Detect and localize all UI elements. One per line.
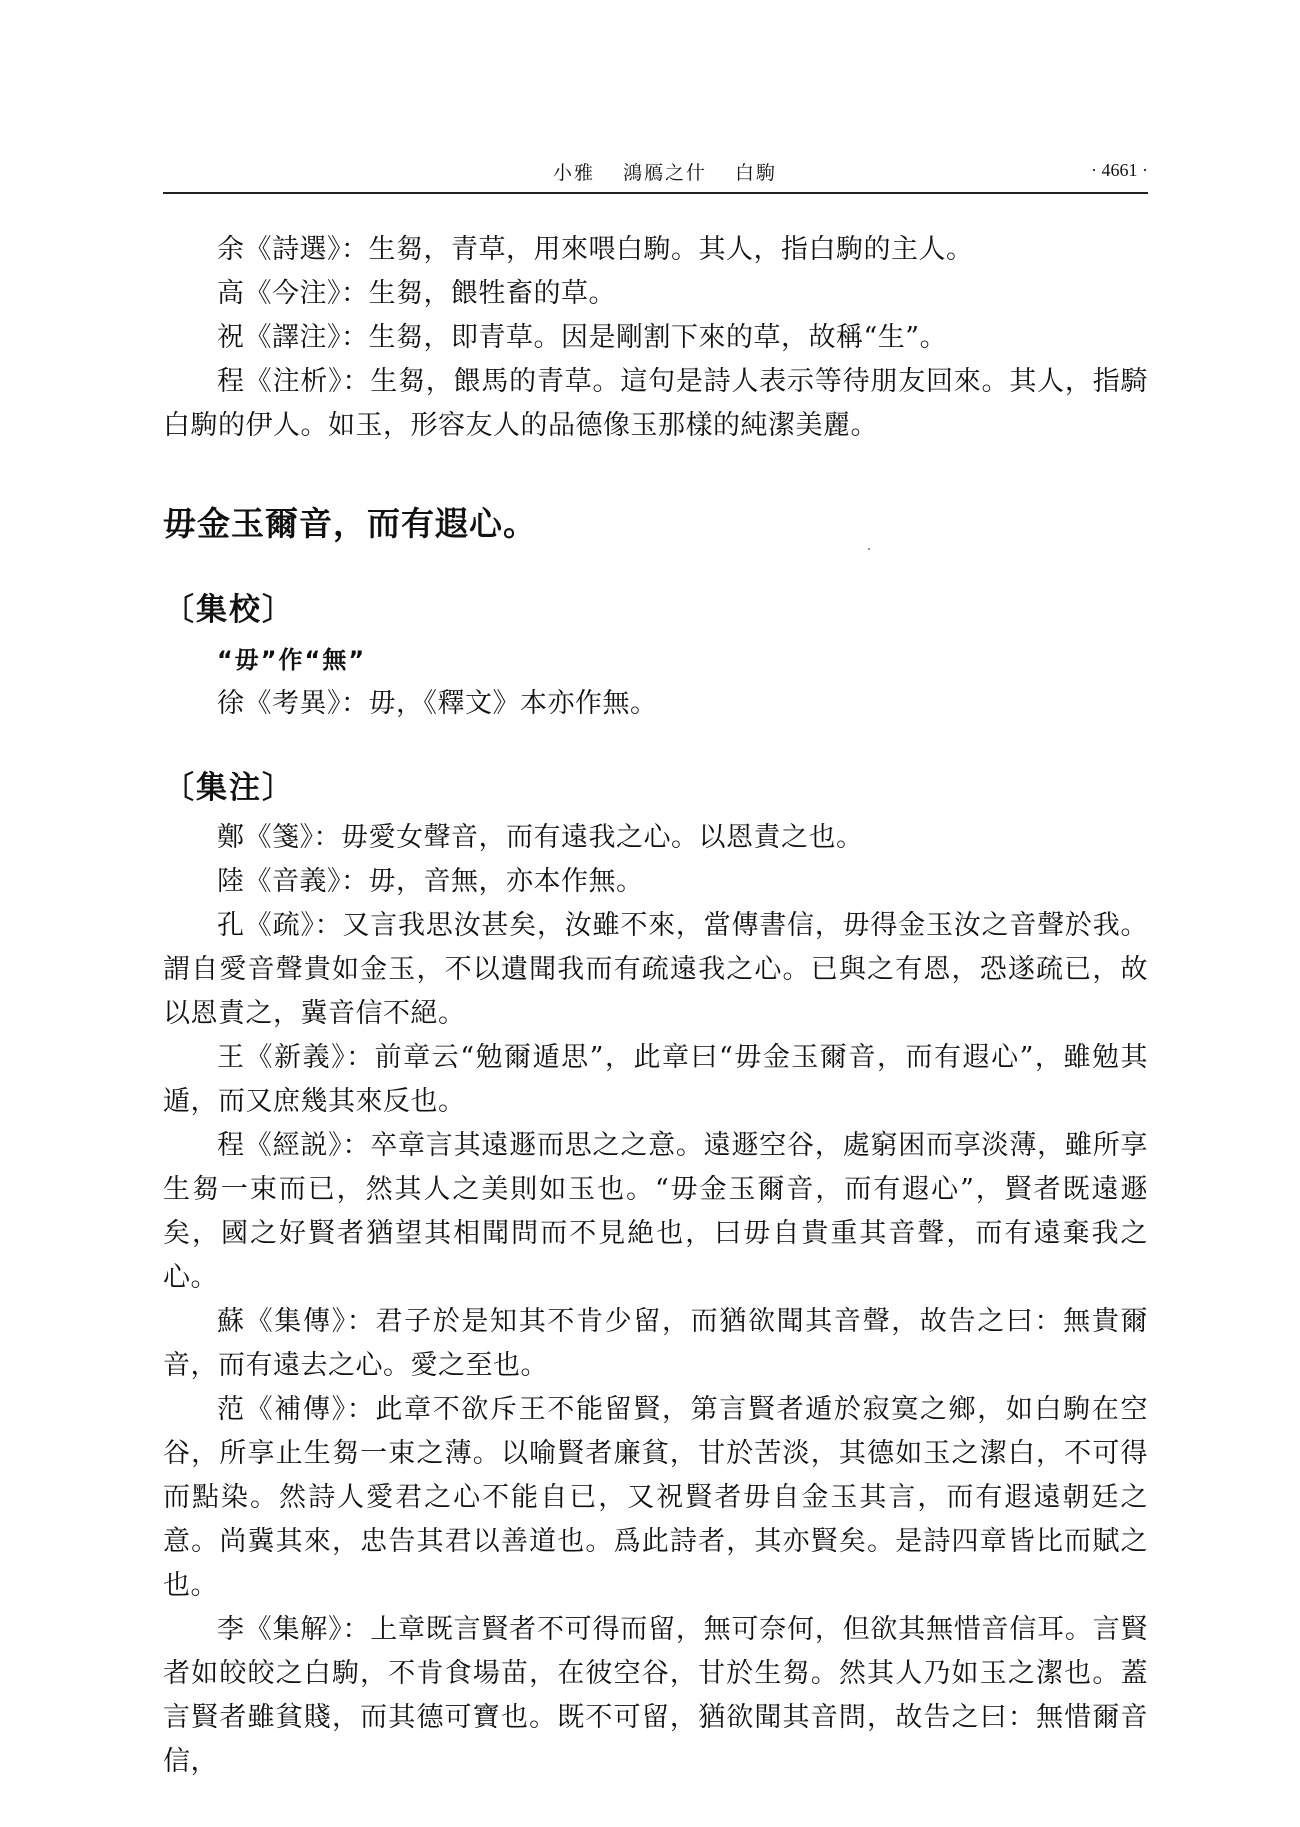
- commentary-paragraph: 程《注析》：生芻，餵馬的青草。這句是詩人表示等待朋友回來。其人，指騎白駒的伊人。如玉，形容友人的品德像玉那樣的純潔美麗。: [163, 366, 1148, 441]
- header-title-part: 白駒: [735, 162, 778, 184]
- page-number: · 4661 ·: [1091, 160, 1148, 180]
- section-title-jizhu: 〔集注〕: [163, 770, 295, 806]
- annotation-paragraph: 程《經説》：卒章言其遠遯而思之之意。遠遯空谷，處窮困而享淡薄，雖所享生芻一束而已，然其人之美則如玉也。“毋金玉爾音，而有遐心”，賢者既遠遯矣，國之好賢者猶望其相聞問而不見絶也，曰毋自貴重其音聲，而有遠棄我之心。: [163, 1130, 1148, 1293]
- annotation-paragraph: 孔《疏》：又言我思汝甚矣，汝雖不來，當傳書信，毋得金玉汝之音聲於我。謂自愛音聲貴如金玉，不以遺聞我而有疏遠我之心。已與之有恩，恐遂疏已，故以恩責之，冀音信不絕。: [163, 910, 1148, 1029]
- commentary-paragraph: 余《詩選》：生芻，青草，用來喂白駒。其人，指白駒的主人。: [217, 234, 974, 265]
- page-body: [163, 228, 1148, 1784]
- annotation-paragraph: 鄭《箋》：毋愛女聲音，而有遠我之心。以恩責之也。: [217, 822, 864, 853]
- section-title-jiaojiao: 〔集校〕: [163, 592, 295, 628]
- annotation-paragraph: 李《集解》：上章既言賢者不可得而留，無可奈何，但欲其無惜音信耳。言賢者如皎皎之白駒，不肯食場苗，在彼空谷，甘於生芻。然其人乃如玉之潔也。蓋言賢者雖貧賤，而其德可寶也。既不可留，猶欲聞其音問，故告之曰：無惜爾音信，: [163, 1614, 1148, 1777]
- header-divider: [163, 192, 1148, 194]
- header-title-part: 鴻鴈之什: [623, 162, 708, 184]
- commentary-paragraph: 祝《譯注》：生芻，即青草。因是剛割下來的草，故稱“生”。: [217, 322, 948, 353]
- running-header: [163, 158, 1148, 192]
- annotation-paragraph: 范《補傳》：此章不欲斥王不能留賢，第言賢者遁於寂寞之鄉，如白駒在空谷，所享止生芻一束之薄。以喻賢者廉貧，甘於苦淡，其德如玉之潔白，不可得而點染。然詩人愛君之心不能自已，又祝賢者毋自金玉其言，而有遐遠朝廷之意。尚冀其來，忠告其君以善道也。爲此詩者，其亦賢矣。是詩四章皆比而賦之也。: [163, 1394, 1148, 1601]
- annotation-paragraph: 陸《音義》：毋，音無，亦本作無。: [217, 866, 644, 897]
- collation-paragraph: 徐《考異》：毋，《釋文》本亦作無。: [217, 688, 658, 719]
- annotation-paragraph: 王《新義》：前章云“勉爾遁思”，此章曰“毋金玉爾音，而有遐心”，雖勉其遁，而又庶幾其來反也。: [163, 1042, 1148, 1117]
- header-title-part: 小雅: [553, 162, 596, 184]
- header-title: [553, 158, 777, 185]
- verse-heading: 毋金玉爾音，而有遐心。: [163, 504, 537, 543]
- commentary-paragraph: 高《今注》：生芻，餵牲畜的草。: [217, 278, 616, 309]
- annotation-paragraph: 蘇《集傳》：君子於是知其不肯少留，而猶欲聞其音聲，故告之曰：無貴爾音，而有遠去之心。愛之至也。: [163, 1306, 1148, 1381]
- collation-subheading: “毋”作“無”: [217, 646, 367, 674]
